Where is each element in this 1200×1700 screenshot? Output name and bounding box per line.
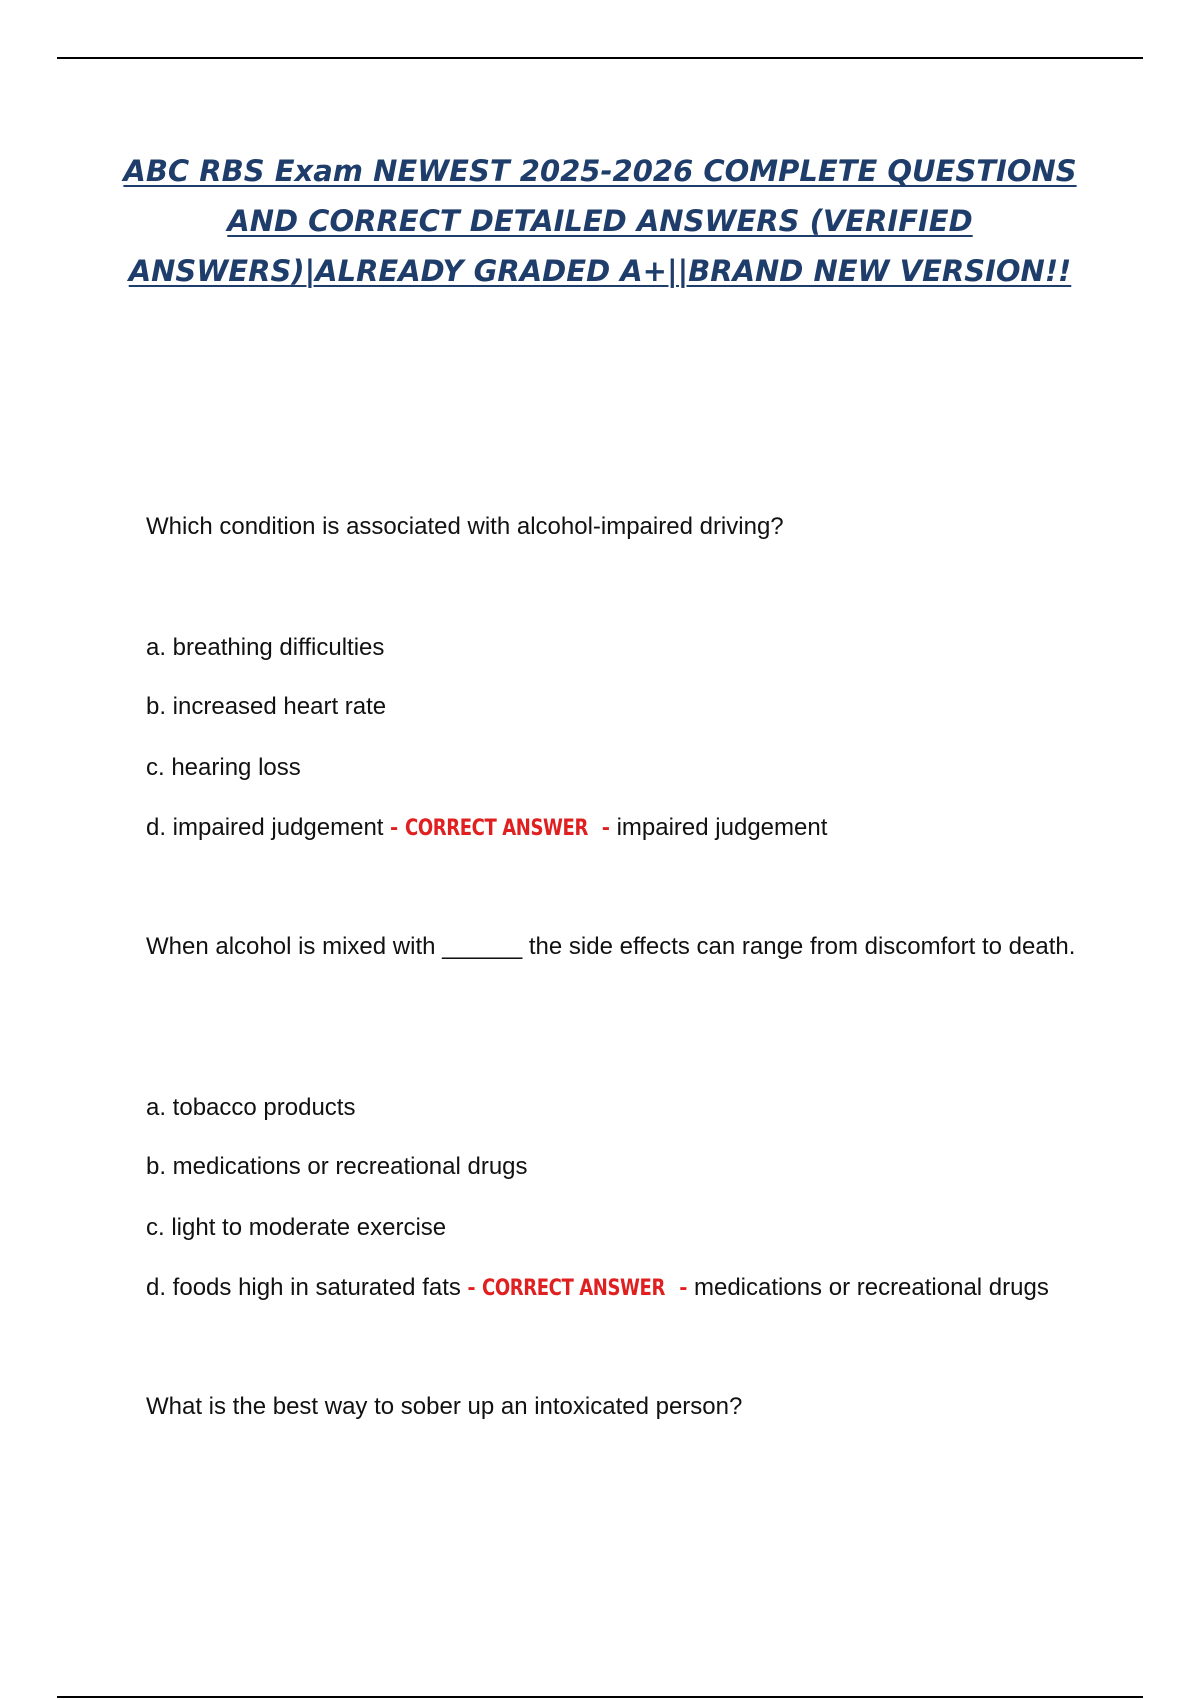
question-1-text: Which condition is associated with alcohol-impaired driving? <box>146 513 784 540</box>
question-2-option-a: a. tobacco products <box>146 1094 356 1121</box>
document-title <box>110 146 1090 296</box>
question-2-text: When alcohol is mixed with ______ the side effects can range from discomfort to death. <box>146 933 1076 960</box>
header-rule <box>57 57 1143 59</box>
footer-rule <box>57 1696 1143 1698</box>
question-1-option-d-line: d. impaired judgement - CORRECT ANSWER - impaired judgement <box>146 808 827 849</box>
question-2-option-b: b. medications or recreational drugs <box>146 1153 528 1180</box>
title-line-2: AND CORRECT DETAILED ANSWERS (VERIFIED <box>227 204 973 238</box>
question-2-answer: medications or recreational drugs <box>693 1274 1049 1301</box>
question-1-option-c: c. hearing loss <box>146 754 301 781</box>
question-1-option-d: d. impaired judgement <box>146 814 384 841</box>
correct-answer-label: CORRECT ANSWER <box>404 816 588 841</box>
title-line-3: ANSWERS)|ALREADY GRADED A+||BRAND NEW VERSION!! <box>128 254 1072 288</box>
correct-answer-label: CORRECT ANSWER <box>482 1276 666 1301</box>
question-2-option-d: d. foods high in saturated fats <box>146 1274 461 1301</box>
question-3-text: What is the best way to sober up an intoxicated person? <box>146 1393 743 1420</box>
question-2-option-c: c. light to moderate exercise <box>146 1214 447 1241</box>
question-1-option-a: a. breathing difficulties <box>146 634 385 661</box>
question-2-option-d-line: d. foods high in saturated fats - CORRECT ANSWER - medications or recreational drugs <box>146 1268 1049 1309</box>
question-1-option-b: b. increased heart rate <box>146 693 387 720</box>
question-1-answer: impaired judgement <box>616 814 828 841</box>
title-line-1: ABC RBS Exam NEWEST 2025-2026 COMPLETE QUESTIONS <box>123 154 1077 188</box>
